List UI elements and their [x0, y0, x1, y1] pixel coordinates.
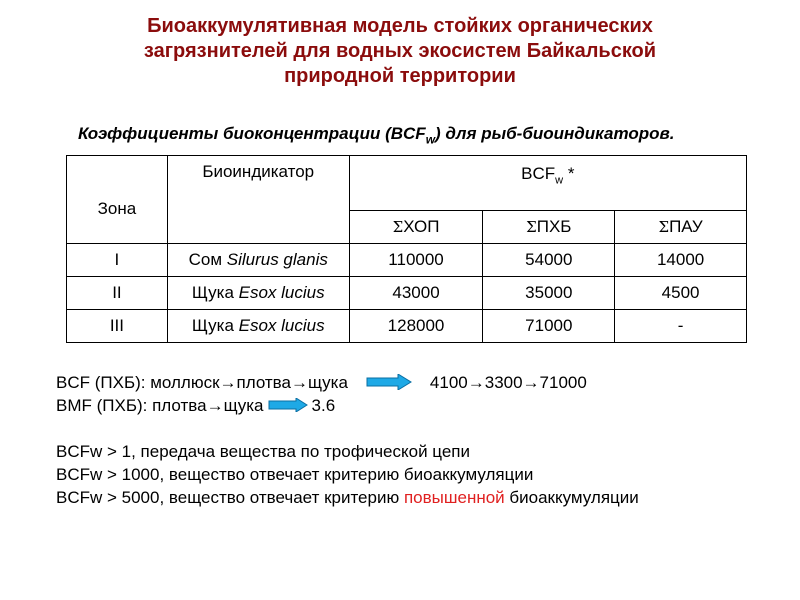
- bcf-chain-values: 4100→3300→71000: [429, 373, 587, 392]
- notes-block: [56, 371, 639, 509]
- cell-zone: I: [67, 244, 168, 277]
- bcf-chain-text: BCF (ПХБ): моллюск→плотва→щука: [56, 373, 348, 392]
- bio-common-name: Щука: [191, 283, 239, 302]
- cell-zone: II: [67, 277, 168, 310]
- criterion-line: [56, 486, 639, 509]
- sigma-icon: Σ: [392, 218, 404, 236]
- header-hop: [349, 211, 483, 244]
- cell-pcb: 54000: [483, 244, 615, 277]
- header-bcf-asterisk: *: [563, 164, 575, 183]
- cell-bioindicator: [167, 310, 349, 343]
- criterion-highlight: повышенной: [403, 488, 505, 507]
- title-line-2: загрязнителей для водных экосистем Байкальской: [143, 40, 657, 62]
- cell-hop: 128000: [349, 310, 483, 343]
- bcf-chain-line: [56, 371, 639, 394]
- sigma-icon: Σ: [658, 218, 670, 236]
- cell-pcb: 71000: [483, 310, 615, 343]
- caption-text-start: Коэффициенты биоконцентрации (BCF: [78, 124, 426, 143]
- cell-hop: 110000: [349, 244, 483, 277]
- caption-text-end: ) для рыб-биоиндикаторов.: [435, 124, 675, 143]
- cell-pah: 4500: [615, 277, 747, 310]
- table-row: [67, 277, 747, 310]
- sigma-icon: Σ: [526, 218, 537, 236]
- bio-latin-name: Silurus glanis: [226, 250, 328, 269]
- bio-latin-name: Esox lucius: [238, 316, 325, 335]
- caption-subscript: w: [425, 132, 436, 147]
- bmf-value: 3.6: [311, 396, 336, 415]
- header-bioindicator: Биоиндикатор: [167, 156, 349, 244]
- criterion-text-end: биоаккумуляции: [504, 488, 639, 507]
- header-zone: Зона: [67, 156, 168, 244]
- cell-zone: III: [67, 310, 168, 343]
- table-row: [67, 310, 747, 343]
- header-pah: [615, 211, 747, 244]
- title-line-1: Биоаккумулятивная модель стойких органических: [147, 15, 653, 37]
- header-pcb-label: ПХБ: [536, 217, 572, 236]
- criterion-line: BCFw > 1000, вещество отвечает критерию биоаккумуляции: [56, 465, 534, 484]
- table-caption: [78, 124, 798, 146]
- header-hop-label: ХОП: [403, 217, 440, 236]
- table-header-row: [67, 156, 747, 211]
- header-pcb: [483, 211, 615, 244]
- header-bcf-sub: w: [555, 174, 564, 187]
- bmf-line: [56, 394, 639, 417]
- header-bcf: [349, 156, 746, 211]
- cell-pah: 14000: [615, 244, 747, 277]
- header-bcf-label: BCF: [521, 164, 556, 183]
- right-arrow-icon: [268, 398, 308, 412]
- bcf-table: [66, 155, 747, 343]
- criterion-text: BCFw > 5000, вещество отвечает критерию: [56, 488, 404, 507]
- title-line-3: природной территории: [284, 65, 516, 87]
- cell-bioindicator: [167, 277, 349, 310]
- bio-common-name: Щука: [191, 316, 239, 335]
- bio-latin-name: Esox lucius: [238, 283, 325, 302]
- criterion-line: BCFw > 1, передача вещества по трофической цепи: [56, 442, 471, 461]
- cell-hop: 43000: [349, 277, 483, 310]
- bio-common-name: Сом: [188, 250, 227, 269]
- cell-bioindicator: [167, 244, 349, 277]
- header-pah-label: ПАУ: [669, 217, 703, 236]
- slide-title: [0, 14, 800, 89]
- right-arrow-icon: [366, 374, 412, 390]
- table-row: [67, 244, 747, 277]
- cell-pcb: 35000: [483, 277, 615, 310]
- bmf-chain-text: BMF (ПХБ): плотва→щука: [56, 396, 264, 415]
- cell-pah: -: [615, 310, 747, 343]
